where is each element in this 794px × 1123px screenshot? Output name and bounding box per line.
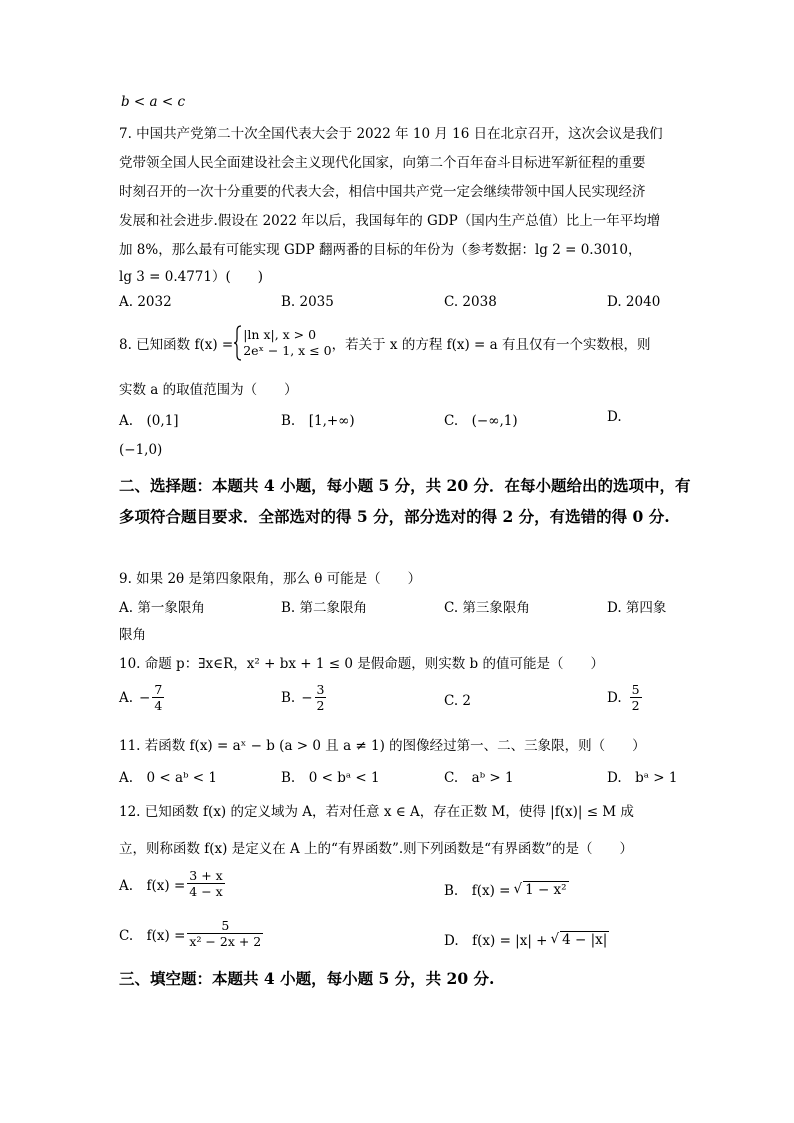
- q6-option-tail: b < a < c: [121, 94, 186, 110]
- sqrt-icon: √: [513, 881, 523, 897]
- q8-option-b: B. [1,+∞): [281, 413, 355, 429]
- q8-cases: [243, 327, 331, 359]
- q9-stem: 9. 如果 2θ 是第四象限角，那么 θ 可能是（ ）: [119, 571, 422, 587]
- q9-option-c: C. 第三象限角: [444, 600, 530, 616]
- q10-a-denominator: 4: [154, 698, 163, 713]
- q10-option-b: [281, 682, 328, 713]
- q12-c-numerator: 5: [187, 918, 263, 934]
- q8-line-2: 实数 a 的取值范围为（ ）: [119, 382, 298, 398]
- q11-option-a: A. 0 < aᵇ < 1: [119, 770, 217, 786]
- q10-option-a-fraction: [152, 682, 164, 713]
- q7-option-c: C. 2038: [444, 294, 497, 310]
- q10-option-d: [607, 682, 644, 713]
- q12-option-d-label: D. f(x) = |x| +: [444, 933, 548, 949]
- q7-line-2: 党带领全国人民全面建设社会主义现代化国家，向第二个百年奋斗目标进军新征程的重要: [119, 155, 646, 171]
- q7-line-4: 发展和社会进步.假设在 2022 年以后，我国每年的 GDP（国内生产总值）比上一年平均增: [119, 213, 661, 229]
- q12-option-c: [119, 918, 265, 949]
- q7-option-d: D. 2040: [607, 294, 661, 310]
- q8-option-d-value: (−1,0): [119, 442, 163, 458]
- q8-case-1: |ln x|, x > 0: [243, 327, 317, 342]
- q10-option-a-sign: −: [139, 689, 151, 706]
- q7-line-3: 时刻召开的一次十分重要的代表大会，相信中国共产党一定会继续带领中国人民实现经济: [119, 184, 646, 200]
- q12-option-a-label: A. f(x) =: [119, 877, 186, 894]
- q9-option-d-wrap: 限角: [119, 627, 146, 643]
- q11-option-d: D. bᵃ > 1: [607, 770, 678, 786]
- q12-a-denominator: 4 − x: [189, 884, 223, 899]
- q12-option-d: [444, 929, 609, 949]
- q12-a-numerator: 3 + x: [189, 868, 223, 883]
- q8-piecewise: [233, 325, 331, 361]
- section-3-heading: 三、填空题：本题共 4 小题，每小题 5 分，共 20 分.: [119, 969, 495, 988]
- q7-option-b: B. 2035: [281, 294, 334, 310]
- section-2-heading: 二、选择题：本题共 4 小题，每小题 5 分，共 20 分．在每小题给出的选项中，有多项符合题目要求．全部选对的得 5 分，部分选对的得 2 分，有选错的得 0 分.: [119, 476, 691, 526]
- q7-line-5: 加 8%，那么最有可能实现 GDP 翻两番的目标的年份为（参考数据：lg 2 = 0.3010，: [119, 242, 642, 258]
- q10-option-b-fraction: [315, 682, 327, 713]
- q9-option-b: B. 第二象限角: [281, 600, 368, 616]
- q10-option-c: C. 2: [444, 693, 472, 709]
- q7-line-6: lg 3 = 0.4771）( ): [119, 269, 264, 285]
- q10-option-d-letter: D.: [607, 689, 622, 706]
- q12-option-c-fraction: [187, 918, 263, 949]
- q12-option-a: [119, 868, 227, 899]
- q10-option-b-letter: B.: [281, 689, 296, 706]
- q10-b-denominator: 2: [316, 698, 325, 713]
- q12-line-2: 立，则称函数 f(x) 是定义在 A 上的“有界函数”.则下列函数是“有界函数”的是（ ）: [119, 841, 633, 857]
- q12-d-radicand: 4 − |x|: [562, 931, 608, 948]
- q10-d-numerator: 5: [631, 682, 640, 697]
- q8-case-2: 2eˣ − 1, x ≤ 0: [243, 343, 332, 358]
- q8-option-a: A. (0,1]: [119, 413, 179, 429]
- left-brace-icon: [233, 325, 243, 361]
- q8-suffix: ，若关于 x 的方程 f(x) = a 有且仅有一个实数根，则: [331, 337, 651, 353]
- q9-option-a: A. 第一象限角: [119, 600, 205, 616]
- q10-option-a-letter: A.: [119, 689, 134, 706]
- q12-option-b-label: B. f(x) =: [444, 883, 511, 899]
- q12-option-b: [444, 879, 569, 899]
- q12-b-radicand: 1 − x²: [525, 881, 567, 898]
- q7-line-1: 7. 中国共产党第二十次全国代表大会于 2022 年 10 月 16 日在北京召开，这次会议是我们: [119, 126, 663, 142]
- q10-option-d-fraction: [630, 682, 642, 713]
- q7-option-a: A. 2032: [119, 294, 172, 310]
- q12-option-a-fraction: [187, 868, 224, 899]
- q11-stem: 11. 若函数 f(x) = aˣ − b (a > 0 且 a ≠ 1) 的图像经过第一、二、三象限，则（ ）: [119, 738, 646, 754]
- sqrt-icon: √: [550, 931, 560, 947]
- q10-a-numerator: 7: [154, 682, 163, 697]
- q8-option-d: D.: [607, 409, 622, 425]
- q10-d-denominator: 2: [631, 698, 640, 713]
- q10-b-numerator: 3: [316, 682, 325, 697]
- q12-option-c-label: C. f(x) =: [119, 927, 186, 944]
- q12-c-denominator: x² − 2x + 2: [189, 934, 262, 949]
- q10-option-b-sign: −: [301, 689, 313, 706]
- q8-option-c: C. (−∞,1): [444, 413, 518, 429]
- q9-option-d: D. 第四象: [607, 600, 667, 616]
- q10-option-a: [119, 682, 166, 713]
- q8-line-1: [119, 325, 651, 361]
- q8-prefix: 8. 已知函数 f(x) =: [119, 337, 234, 353]
- q11-option-b: B. 0 < bᵃ < 1: [281, 770, 380, 786]
- q11-option-c: C. aᵇ > 1: [444, 770, 514, 786]
- q12-line-1: 12. 已知函数 f(x) 的定义域为 A，若对任意 x ∈ A，存在正数 M，使得 |f(x)| ≤ M 成: [119, 804, 634, 820]
- q10-stem: 10. 命题 p：∃x∈R，x² + bx + 1 ≤ 0 是假命题，则实数 b 的值可能是（ ）: [119, 656, 604, 672]
